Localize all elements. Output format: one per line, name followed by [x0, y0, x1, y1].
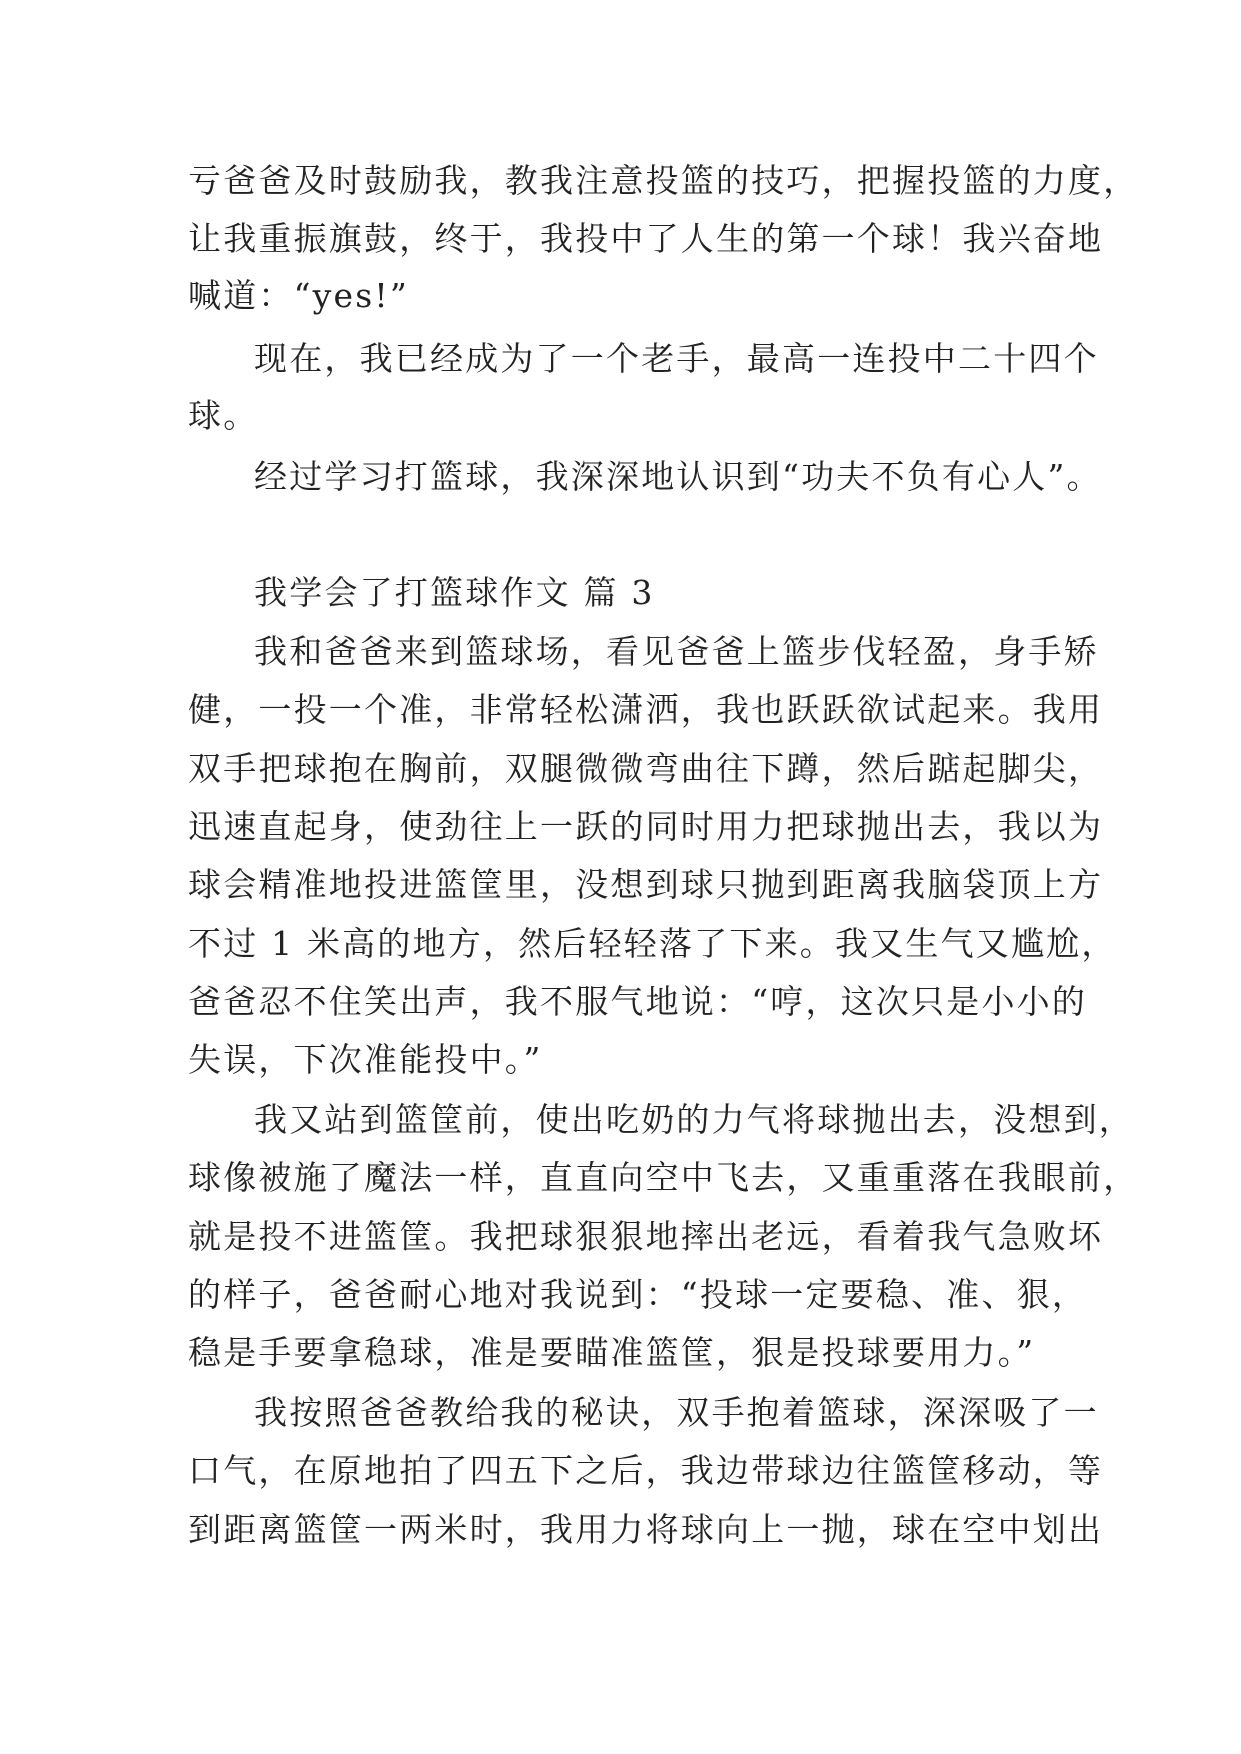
section-heading: 我学会了打篮球作文 篇 3 — [254, 573, 655, 612]
text-line: 亏爸爸及时鼓励我，教我注意投篮的技巧，把握投篮的力度， — [188, 161, 1139, 200]
paragraph-first-line: 我按照爸爸教给我的秘诀，双手抱着篮球，深深吸了一 — [254, 1393, 1099, 1432]
text-line: 失误，下次准能投中。” — [188, 1040, 543, 1079]
text-line: 球会精准地投进篮筐里，没想到球只抛到距离我脑袋顶上方 — [188, 865, 1104, 904]
text-line: 球像被施了魔法一样，直直向空中飞去，又重重落在我眼前， — [188, 1158, 1139, 1197]
paragraph-first-line: 经过学习打篮球，我深深地认识到“功夫不负有心人”。 — [254, 457, 1102, 496]
text-line: 让我重振旗鼓，终于，我投中了人生的第一个球！我兴奋地 — [188, 219, 1104, 258]
paragraph-first-line: 我又站到篮筐前，使出吃奶的力气将球抛出去，没想到， — [254, 1100, 1134, 1139]
text-line: 的样子，爸爸耐心地对我说到：“投球一定要稳、准、狠， — [188, 1275, 1088, 1314]
text-line: 不过 1 米高的地方，然后轻轻落了下来。我又生气又尴尬， — [188, 924, 1117, 963]
text-line: 稳是手要拿稳球，准是要瞄准篮筐，狠是投球要用力。” — [188, 1333, 1036, 1372]
paragraph-first-line: 现在，我已经成为了一个老手，最高一连投中二十四个 — [254, 339, 1099, 378]
text-line: 双手把球抱在胸前，双腿微微弯曲往下蹲，然后踮起脚尖， — [188, 749, 1104, 788]
text-line: 喊道：“yes!” — [188, 276, 409, 315]
text-line: 口气，在原地拍了四五下之后，我边带球边往篮筐移动，等 — [188, 1451, 1104, 1490]
text-line: 球。 — [188, 396, 259, 435]
text-line: 迅速直起身，使劲往上一跃的同时用力把球抛出去，我以为 — [188, 807, 1104, 846]
paragraph-first-line: 我和爸爸来到篮球场，看见爸爸上篮步伐轻盈，身手矫 — [254, 632, 1099, 671]
text-line: 到距离篮筐一两米时，我用力将球向上一抛，球在空中划出 — [188, 1510, 1104, 1549]
text-line: 就是投不进篮筐。我把球狠狠地摔出老远，看着我气急败坏 — [188, 1217, 1104, 1256]
text-line: 爸爸忍不住笑出声，我不服气地说：“哼，这次只是小小的 — [188, 982, 1088, 1021]
text-line: 健，一投一个准，非常轻松潇洒，我也跃跃欲试起来。我用 — [188, 690, 1104, 729]
